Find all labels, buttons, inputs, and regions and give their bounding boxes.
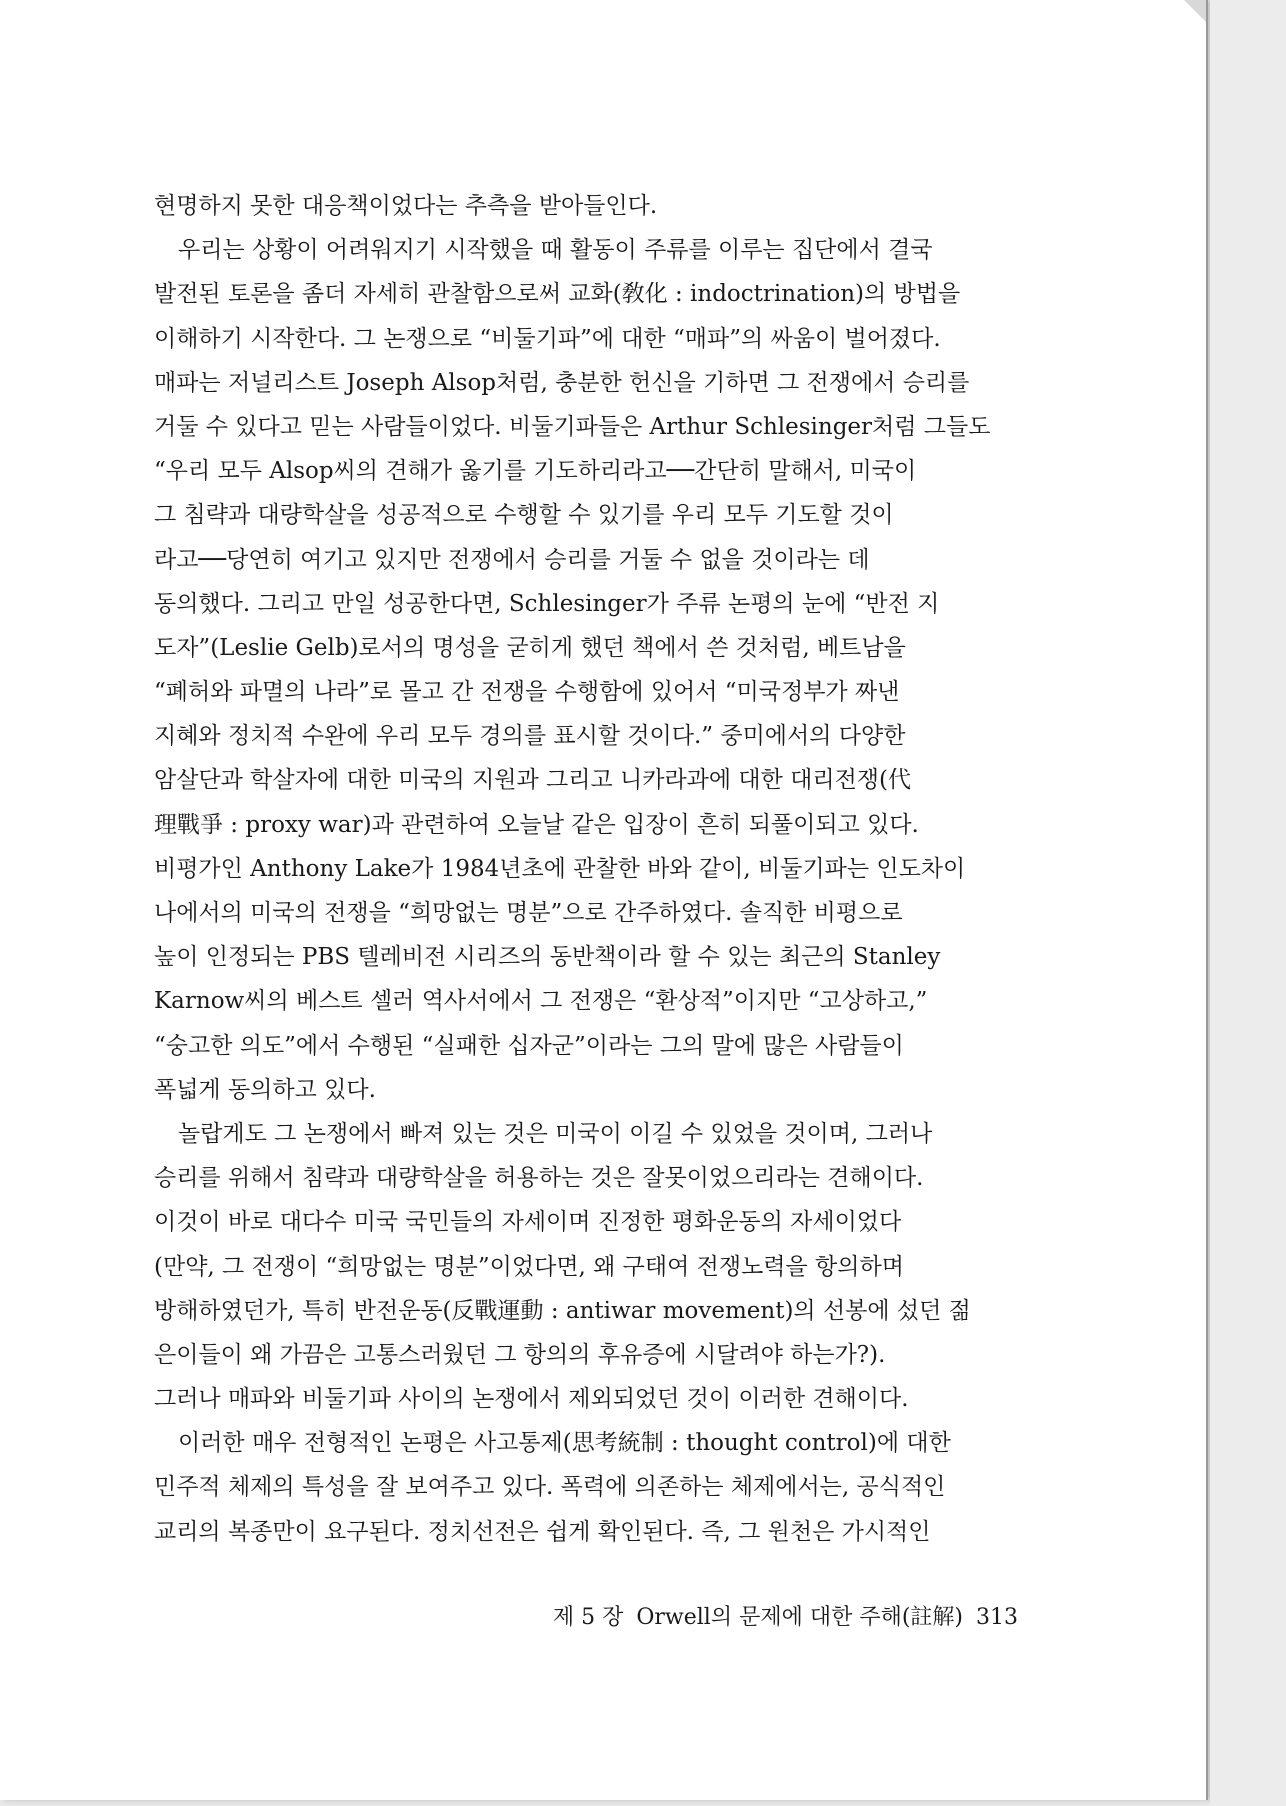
text-line: “숭고한 의도”에서 수행된 “실패한 십자군”이라는 그의 말에 많은 사람들이 [154,1032,904,1059]
text-line: 놀랍게도 그 논쟁에서 빠져 있는 것은 미국이 이길 수 있었을 것이며, 그러나 [178,1120,933,1147]
text-line: 방해하였던가, 특히 반전운동(反戰運動 : antiwar movement)의 선봉에 섰던 젊 [154,1297,971,1324]
text-line: 라고──당연히 여기고 있지만 전쟁에서 승리를 거둘 수 없을 것이라는 데 [154,546,870,573]
text-line: 민주적 체제의 특성을 잘 보여주고 있다. 폭력에 의존하는 체제에서는, 공식적인 [154,1474,946,1501]
text-line: 암살단과 학살자에 대한 미국의 지원과 그리고 니카라과에 대한 대리전쟁(代 [154,767,912,794]
text-line: 거둘 수 있다고 믿는 사람들이었다. 비둘기파들은 Arthur Schlesinger처럼 그들도 [154,413,991,440]
text-line: 이러한 매우 전형적인 논평은 사고통제(思考統制 : thought control)에 대한 [178,1430,951,1457]
text-line: 현명하지 못한 대응책이었다는 추측을 받아들인다. [154,193,658,219]
text-line: 폭넓게 동의하고 있다. [154,1076,376,1103]
text-line: “우리 모두 Alsop씨의 견해가 옳기를 기도하리라고──간단히 말해서, 미국이 [154,458,917,485]
text-line: 높이 인정되는 PBS 텔레비전 시리즈의 동반책이라 할 수 있는 최근의 Stanley [154,944,941,971]
viewer-side-strip [1210,0,1286,1806]
text-line: 이해하기 시작한다. 그 논쟁으로 “비둘기파”에 대한 “매파”의 싸움이 벌어졌다. [154,325,941,352]
page-corner-fold [1184,0,1206,22]
body-text [154,184,1034,1554]
text-line: 나에서의 미국의 전쟁을 “희망없는 명분”으로 간주하였다. 솔직한 비평으로 [154,900,903,926]
text-line: 우리는 상황이 어려워지기 시작했을 때 활동이 주류를 이루는 집단에서 결국 [178,237,933,264]
text-line: 동의했다. 그리고 만일 성공한다면, Schlesinger가 주류 논평의 눈에 “반전 지 [154,590,940,617]
text-line: 발전된 토론을 좀더 자세히 관찰함으로써 교화(敎化 : indoctrination)의 방법을 [154,281,961,308]
page-number: 313 [976,1605,1018,1630]
text-line: 승리를 위해서 침략과 대량학살을 허용하는 것은 잘못이었으리라는 견해이다. [154,1165,924,1192]
text-line: 비평가인 Anthony Lake가 1984년초에 관찰한 바와 같이, 비둘기파는 인도차이 [154,855,966,882]
text-line: 理戰爭 : proxy war)과 관련하여 오늘날 같은 입장이 흔히 되풀이되고 있다. [154,811,919,838]
text-line: 그 침략과 대량학살을 성공적으로 수행할 수 있기를 우리 모두 기도할 것이 [154,502,894,529]
text-line: 매파는 저널리스트 Joseph Alsop처럼, 충분한 헌신을 기하면 그 전쟁에서 승리를 [154,369,970,396]
text-line: “폐허와 파멸의 나라”로 몰고 간 전쟁을 수행함에 있어서 “미국정부가 짜낸 [154,679,900,706]
text-line: 지혜와 정치적 수완에 우리 모두 경의를 표시할 것이다.” 중미에서의 다양한 [154,723,906,750]
text-line: 그러나 매파와 비둘기파 사이의 논쟁에서 제외되었던 것이 이러한 견해이다. [154,1386,909,1413]
text-line: 도자”(Leslie Gelb)로서의 명성을 굳히게 했던 책에서 쓴 것처럼, 베트남을 [154,634,906,661]
text-line: 이것이 바로 대다수 미국 국민들의 자세이며 진정한 평화운동의 자세이었다 [154,1209,902,1236]
text-line: Karnow씨의 베스트 셀러 역사서에서 그 전쟁은 “환상적”이지만 “고상하고,” [154,988,928,1015]
text-line: 은이들이 왜 가끔은 고통스러웠던 그 항의의 후유증에 시달려야 하는가?). [154,1341,886,1368]
chapter-title: Orwell의 문제에 대한 주해(註解) [636,1605,963,1630]
text-line: (만약, 그 전쟁이 “희망없는 명분”이었다면, 왜 구태여 전쟁노력을 항의하며 [154,1253,904,1280]
text-line: 교리의 복종만이 요구된다. 정치선전은 쉽게 확인된다. 즉, 그 원천은 가시적인 [154,1518,931,1545]
page-footer [547,1600,1018,1631]
chapter-label: 제 5 장 [552,1605,624,1630]
